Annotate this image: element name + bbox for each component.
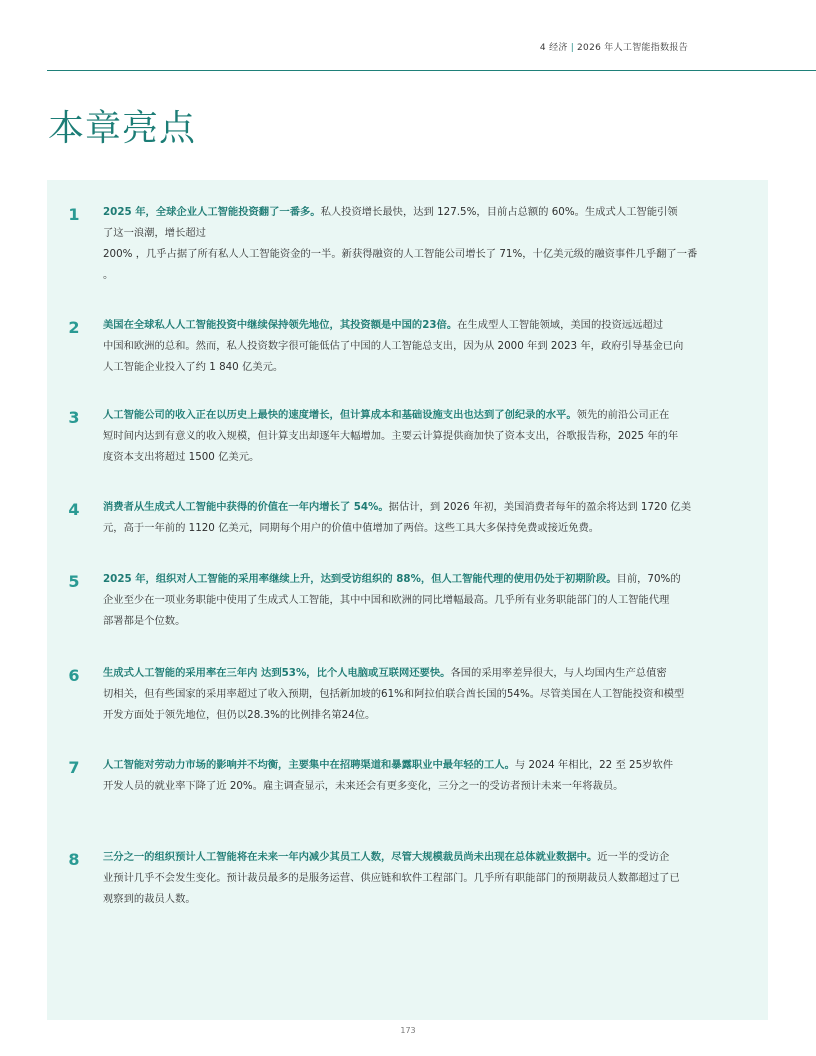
highlight-number: 2 [68,318,80,337]
highlight-line: 200% ，几乎占据了所有私人人工智能资金的一半。新获得融资的人工智能公司增长了 71%，十亿美元级的融资事件几乎翻了一番 [103,248,698,260]
highlight-text [103,569,760,632]
header-separator: | [570,43,575,53]
highlight-text [103,202,760,286]
highlight-line: 观察到的裁员人数。 [103,893,196,905]
highlight-line: 私人投资增长最快，达到 127.5%，目前占总额的 60%。生成式人工智能引领 [320,206,678,218]
highlight-line: 在生成型人工智能领域，美国的投资远远超过 [457,319,664,331]
highlight-line: 中国和欧洲的总和。然而，私人投资数字很可能低估了中国的人工智能总支出，因为从 2000 年到 2023 年，政府引导基金已向 [103,340,684,352]
highlight-line: 部署都是个位数。 [103,615,186,627]
highlights-panel [47,180,768,1020]
highlight-number: 4 [68,500,80,519]
highlight-number: 8 [68,850,80,869]
highlight-text [103,847,760,910]
highlight-number: 7 [68,758,80,777]
highlight-lead: 三分之一的组织预计人工智能将在未来一年内减少其员工人数，尽管大规模裁员尚未出现在总体就业数据中。 [103,851,598,863]
header-rule [47,70,816,71]
highlight-lead: 人工智能对劳动力市场的影响并不均衡，主要集中在招聘渠道和暴露职业中最年轻的工人。 [103,759,515,771]
highlight-lead: 生成式人工智能的采用率在三年内 达到53%，比个人电脑或互联网还要快。 [103,667,451,679]
highlight-line: 据估计，到 2026 年初，美国消费者每年的盈余将达到 1720 亿美 [388,501,691,513]
highlight-line: 开发方面处于领先地位，但仍以28.3%的比例排名第24位。 [103,709,376,721]
highlight-number: 3 [68,408,80,427]
highlight-line: 企业至少在一项业务职能中使用了生成式人工智能，其中中国和欧洲的同比增幅最高。几乎所有业务职能部门的人工智能代理 [103,594,670,606]
running-header [540,40,688,53]
report-title: 2026 年人工智能指数报告 [577,43,688,53]
highlight-text [103,663,760,726]
highlight-line: 切相关，但有些国家的采用率超过了收入预期，包括新加坡的61%和阿拉伯联合酋长国的54%。尽管美国在人工智能投资和模型 [103,688,685,700]
highlight-line: 开发人员的就业率下降了近 20%。雇主调查显示，未来还会有更多变化，三分之一的受访者预计未来一年将裁员。 [103,780,624,792]
highlight-line: 业预计几乎不会发生变化。预计裁员最多的是服务运营、供应链和软件工程部门。几乎所有职能部门的预期裁员人数都超过了已 [103,872,680,884]
highlight-lead: 人工智能公司的收入正在以历史上最快的速度增长，但计算成本和基础设施支出也达到了创纪录的水平。 [103,409,577,421]
highlight-line: 。 [103,269,114,281]
highlight-line: 了这一浪潮，增长超过 [103,227,206,239]
chapter-label: 4 经济 [539,43,568,53]
highlight-line: 短时间内达到有意义的收入规模，但计算支出却逐年大幅增加。主要云计算提供商加快了资本支出，谷歌报告称，2025 年的年 [103,430,679,442]
highlight-text [103,315,760,378]
highlight-line: 近一半的受访企 [597,851,670,863]
highlight-number: 1 [68,205,80,224]
highlight-line: 与 2024 年相比，22 至 25岁软件 [514,759,674,771]
highlight-line: 度资本支出将超过 1500 亿美元。 [103,451,260,463]
highlight-line: 目前，70%的 [616,573,681,585]
highlight-line: 元，高于一年前的 1120 亿美元，同期每个用户的价值中值增加了两倍。这些工具大多保持免费或接近免费。 [103,522,600,534]
highlight-lead: 2025 年，组织对人工智能的采用率继续上升，达到受访组织的 88%，但人工智能代理的使用仍处于初期阶段。 [103,573,617,585]
highlight-line: 领先的前沿公司正在 [576,409,670,421]
page-number: 173 [400,1026,416,1035]
highlight-lead: 消费者从生成式人工智能中获得的价值在一年内增长了 54%。 [103,501,389,513]
highlight-text [103,497,760,539]
highlight-number: 6 [68,666,80,685]
highlight-text [103,755,760,797]
highlight-number: 5 [68,572,80,591]
highlight-lead: 美国在全球私人人工智能投资中继续保持领先地位，其投资额是中国的23倍。 [103,319,458,331]
highlight-lead: 2025 年，全球企业人工智能投资翻了一番多。 [103,206,321,218]
highlight-line: 各国的采用率差异很大，与人均国内生产总值密 [450,667,667,679]
page-title: 本章亮点 [48,108,197,149]
highlight-text [103,405,760,468]
highlight-line: 人工智能企业投入了约 1 840 亿美元。 [103,361,284,373]
